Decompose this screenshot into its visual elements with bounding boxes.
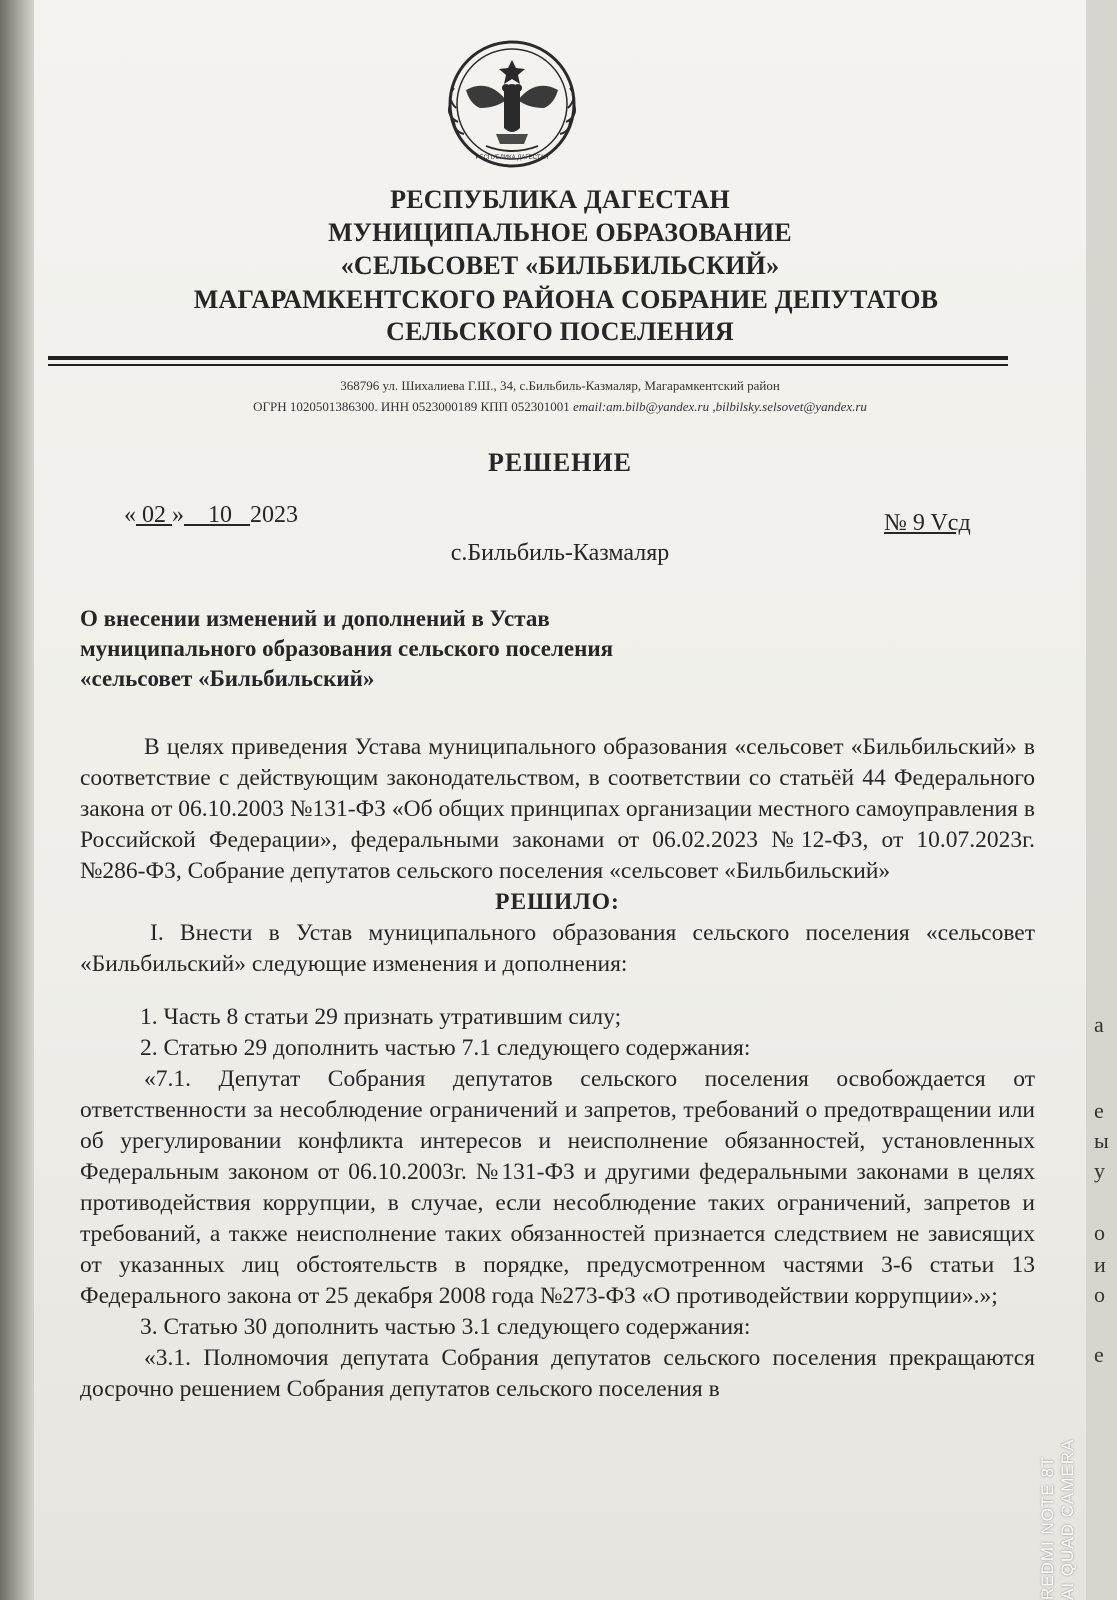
adjacent-page-letter: о: [1094, 1220, 1105, 1245]
header-settlement: СЕЛЬСКОГО ПОСЕЛЕНИЯ: [386, 317, 734, 346]
subject-line: «сельсовет «Бильбильский»: [80, 666, 375, 691]
registry-line: [34, 399, 1086, 415]
watermark-line-1: REDMI NOTE 8T: [1038, 1455, 1057, 1600]
document-place: с.Бильбиль-Казмаляр: [450, 540, 670, 566]
registry-numbers: ОГРН 1020501386300. ИНН 0523000189 КПП 052301001: [253, 399, 573, 414]
list-item-3: 3. Статью 30 дополнить частью 3.1 следующего содержания:: [140, 1314, 751, 1340]
dagestan-coat-of-arms-emblem: [436, 38, 588, 170]
header-selsovet: «СЕЛЬСОВЕТ «БИЛЬБИЛЬСКИЙ»: [340, 251, 780, 280]
header-municipality: МУНИЦИПАЛЬНОЕ ОБРАЗОВАНИЕ: [328, 218, 792, 247]
header-republic: РЕСПУБЛИКА ДАГЕСТАН: [390, 185, 730, 214]
quoted-amendment-7-1: «7.1. Депутат Собрания депутатов сельского поселения освобождается от ответственности за несоблюдение ограничений и запретов, требований о предотвращении или об урегулировании конфликта интересов и неисполнение обязанностей, установленных Федеральным законом от 06.10.2003г. №131-ФЗ и другими федеральными законами в целях противодействия коррупции, в случае, если несоблюдение таких ограничений, запретов и требований, а также неисполнение таких обязанностей признается следствием не зависящих от указанных лиц обстоятельств в порядке, предусмотренном частями 3-6 статьи 13 Федерального закона от 25 декабря 2008 года №273-ФЗ «О противодействии коррупции».»;: [80, 1066, 1035, 1309]
camera-watermark: [1038, 1270, 1078, 1600]
adjacent-page-letter: ы: [1094, 1128, 1109, 1153]
date-month: 10: [208, 502, 232, 528]
header-divider-thick: [48, 356, 1008, 360]
date-close-quote: »: [172, 502, 184, 528]
date-year: 2023: [250, 502, 298, 528]
section-1-paragraph: I. Внести в Устав муниципального образования сельского поселения «сельсовет «Бильбильский» следующие изменения и дополнения:: [80, 920, 1035, 977]
adjacent-page-edge: [1086, 0, 1117, 1600]
document-body: [80, 732, 1035, 1405]
document-title: РЕШЕНИЕ: [488, 448, 632, 477]
watermark-line-2: AI QUAD CAMERA: [1058, 1438, 1077, 1600]
adjacent-page-letter: у: [1094, 1158, 1105, 1183]
decided-heading: РЕШИЛО:: [495, 889, 620, 915]
quoted-amendment-3-1: «3.1. Полномочия депутата Собрания депутатов сельского поселения прекращаются досрочно решением Собрания депутатов сельского поселения в: [80, 1345, 1035, 1402]
document-number: № 9 Vсд: [884, 510, 971, 536]
emblem-ribbon-text: РЕСПУБЛИКА ДАГЕСТАН: [475, 155, 549, 161]
address-line: 368796 ул. Шихалиева Г.Ш., 34, с.Бильбиль-Казмаляр, Магарамкентский район: [340, 378, 780, 393]
adjacent-page-letter: и: [1094, 1252, 1106, 1277]
subject-line: муниципального образования сельского поселения: [80, 636, 614, 661]
header-district-assembly: МАГАРАМКЕНТСКОГО РАЙОНА СОБРАНИЕ ДЕПУТАТОВ: [193, 285, 939, 314]
page-binding-shadow: [0, 0, 34, 1600]
adjacent-page-letter: е: [1094, 1342, 1104, 1367]
header-divider-thin: [48, 364, 1008, 366]
list-item-1: 1. Часть 8 статьи 29 признать утратившим силу;: [140, 1004, 622, 1030]
adjacent-page-letter: е: [1094, 1098, 1104, 1123]
document-date: [124, 502, 298, 529]
date-open-quote: «: [124, 502, 136, 528]
list-item-2: 2. Статью 29 дополнить частью 7.1 следующего содержания:: [140, 1035, 751, 1061]
adjacent-page-letter: а: [1094, 1012, 1104, 1037]
document-subject: [80, 604, 613, 694]
spacer: [80, 980, 1035, 1002]
preamble-paragraph: В целях приведения Устава муниципального образования «сельсовет «Бильбильский» в соответствие с действующим законодательством, в соответствии со статьёй 44 Федерального закона от 06.10.2003 №131-ФЗ «Об общих принципах организации местного самоуправления в Российской Федерации», федеральными законами от 06.02.2023 №12-ФЗ, от 10.07.2023г. №286-ФЗ, Собрание депутатов сельского поселения «сельсовет «Бильбильский»: [80, 734, 1035, 884]
email-addresses: email:am.bilb@yandex.ru ,bilbilsky.selsovet@yandex.ru: [572, 399, 867, 414]
subject-line: О внесении изменений и дополнений в Устав: [80, 606, 550, 631]
adjacent-page-letter: о: [1094, 1282, 1105, 1307]
date-day: 02: [142, 502, 166, 528]
